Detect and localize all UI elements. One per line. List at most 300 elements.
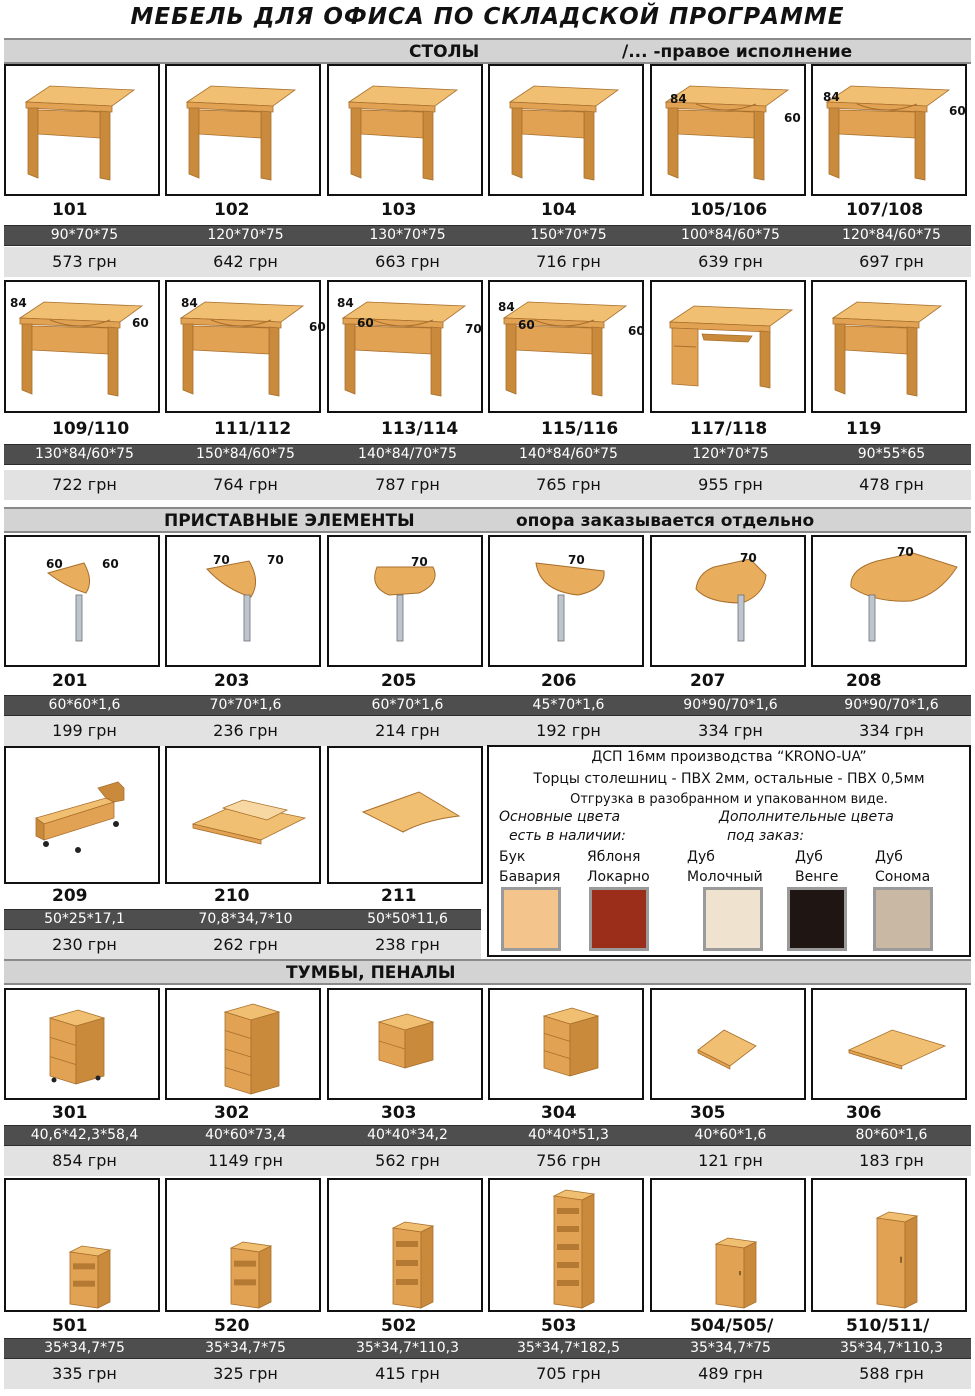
dimension-label: 70 xyxy=(740,551,757,565)
product-size: 40*40*51,3 xyxy=(528,1127,609,1143)
product-size: 140*84/70*75 xyxy=(358,446,457,462)
product-sizes-row xyxy=(4,695,971,716)
desk-illustration xyxy=(504,302,626,396)
product-image-102 xyxy=(165,64,321,196)
product-image-520 xyxy=(165,1178,321,1312)
product-size: 140*84/60*75 xyxy=(519,446,618,462)
product-drawing xyxy=(167,66,319,194)
product-drawing xyxy=(167,990,319,1098)
product-size: 40*60*1,6 xyxy=(694,1127,767,1143)
dimension-label: 84 xyxy=(670,92,687,106)
section-extensions-label: ПРИСТАВНЫЕ ЭЛЕМЕНТЫ xyxy=(164,511,415,531)
wheel xyxy=(96,1076,101,1081)
cabinet-illustration xyxy=(716,1238,756,1308)
product-drawing xyxy=(329,1180,481,1310)
product-price: 199 грн xyxy=(52,721,117,740)
product-image-303 xyxy=(327,988,483,1100)
product-size: 120*84/60*75 xyxy=(842,227,941,243)
product-size: 50*25*17,1 xyxy=(44,911,125,927)
color-name xyxy=(687,847,763,887)
info-edges: Торцы столешниц - ПВХ 2мм, остальные - ПВХ 0,5мм xyxy=(533,771,925,787)
product-codes-row xyxy=(4,419,971,441)
product-code: 104 xyxy=(541,200,577,220)
material-info-panel xyxy=(487,745,971,957)
pedestal-illustration xyxy=(379,1014,433,1068)
product-drawing xyxy=(329,748,481,882)
product-size: 40*60*73,4 xyxy=(205,1127,286,1143)
pedestal-front xyxy=(544,1016,570,1076)
product-price: 121 грн xyxy=(698,1151,763,1170)
product-image-503 xyxy=(488,1178,644,1312)
product-drawing xyxy=(652,282,804,411)
product-code: 205 xyxy=(381,671,417,691)
product-code: 211 xyxy=(381,886,417,906)
pedestal-side xyxy=(405,1022,433,1068)
dimension-label: 84 xyxy=(823,90,840,104)
color-swatch xyxy=(873,887,933,951)
section-tables-header xyxy=(4,38,971,64)
product-price: 335 грн xyxy=(52,1364,117,1383)
product-image-111-112 xyxy=(165,280,326,413)
desk-illustration xyxy=(833,302,941,396)
product-size: 60*60*1,6 xyxy=(48,697,121,713)
dimension-label: 60 xyxy=(309,320,326,334)
product-code: 503 xyxy=(541,1316,577,1336)
product-code: 111/112 xyxy=(214,419,292,439)
shelf-opening xyxy=(557,1226,579,1232)
support-leg xyxy=(76,595,82,641)
product-price: 756 грн xyxy=(536,1151,601,1170)
color-name-line2: Локарно xyxy=(587,869,650,885)
desk-leg-left xyxy=(829,108,839,178)
dimension-label: 60 xyxy=(784,111,801,125)
product-price: 642 грн xyxy=(213,252,278,271)
product-image-203 xyxy=(165,535,321,667)
product-drawing xyxy=(813,1180,965,1310)
product-price: 236 грн xyxy=(213,721,278,740)
product-image-205 xyxy=(327,535,483,667)
desk-modesty-panel xyxy=(361,110,423,138)
cabinet-side xyxy=(905,1216,917,1308)
wheel xyxy=(113,821,119,827)
product-price: 716 грн xyxy=(536,252,601,271)
product-size: 35*34,7*75 xyxy=(690,1340,771,1356)
product-sizes-row xyxy=(4,225,971,246)
keyboard-shelf xyxy=(702,334,752,342)
support-leg xyxy=(397,595,403,641)
extension-illustration xyxy=(48,563,90,641)
product-image-115-116 xyxy=(488,280,644,413)
product-codes-row xyxy=(4,1316,971,1338)
computer-desk-illustration xyxy=(670,306,792,388)
product-price: 1149 грн xyxy=(208,1151,283,1170)
cabinet-illustration xyxy=(554,1190,594,1308)
product-drawing xyxy=(6,66,158,194)
tabletop-extension xyxy=(851,553,957,601)
product-drawing xyxy=(813,990,965,1098)
color-name-line1: Дуб xyxy=(875,849,903,865)
product-drawing xyxy=(652,1180,804,1310)
desk-leg-right xyxy=(592,327,602,396)
product-size: 90*70*75 xyxy=(50,227,119,243)
product-price: 334 грн xyxy=(859,721,924,740)
dimension-label: 60 xyxy=(518,318,535,332)
product-size: 130*84/60*75 xyxy=(35,446,134,462)
product-image-302 xyxy=(165,988,321,1100)
desk-leg-right xyxy=(915,111,925,180)
product-image-104 xyxy=(488,64,644,196)
product-size: 35*34,7*182,5 xyxy=(516,1340,621,1356)
product-image-206 xyxy=(488,535,644,667)
shelf-opening xyxy=(396,1260,418,1266)
product-size: 35*34,7*110,3 xyxy=(355,1340,460,1356)
pedestal-illustration xyxy=(50,1010,104,1084)
product-code: 203 xyxy=(214,671,250,691)
desk-leg-left xyxy=(183,324,193,394)
product-drawing xyxy=(652,990,804,1098)
extension-illustration xyxy=(207,561,256,641)
product-size: 40,6*42,3*58,4 xyxy=(30,1127,139,1143)
product-prices-row xyxy=(4,470,971,500)
product-price: 478 грн xyxy=(859,475,924,494)
cabinet-side xyxy=(421,1226,433,1308)
desk-leg-left xyxy=(351,108,361,178)
product-size: 50*50*11,6 xyxy=(367,911,448,927)
color-name-line1: Бук xyxy=(499,849,526,865)
cabinet-front xyxy=(877,1218,905,1308)
product-image-301 xyxy=(4,988,160,1100)
product-sizes-row xyxy=(4,1125,971,1146)
product-code: 304 xyxy=(541,1103,577,1123)
support-leg xyxy=(244,595,250,641)
product-price: 697 грн xyxy=(859,252,924,271)
desk-leg-right xyxy=(269,327,279,396)
product-drawing xyxy=(329,66,481,194)
product-code: 501 xyxy=(52,1316,88,1336)
product-image-105-106 xyxy=(650,64,806,196)
desk-leg-left xyxy=(506,324,516,394)
product-image-211 xyxy=(327,746,483,884)
dimension-label: 60 xyxy=(628,324,645,338)
product-drawing xyxy=(490,1180,642,1310)
product-prices-row xyxy=(4,247,971,277)
extension-illustration xyxy=(851,553,957,641)
product-code: 208 xyxy=(846,671,882,691)
product-codes-row xyxy=(4,671,971,693)
dimension-label: 70 xyxy=(568,553,585,567)
product-code: 305 xyxy=(690,1103,726,1123)
desk-modesty-panel xyxy=(355,326,431,354)
product-size: 150*70*75 xyxy=(530,227,607,243)
info-shipping: Отгрузка в разобранном и упакованном виде. xyxy=(570,792,888,807)
product-image-306 xyxy=(811,988,967,1100)
product-price: 183 грн xyxy=(859,1151,924,1170)
product-prices-row xyxy=(4,716,971,746)
product-sizes-row xyxy=(4,444,971,465)
desk-modesty-panel xyxy=(845,326,907,354)
product-code: 102 xyxy=(214,200,250,220)
accessory-illustration xyxy=(36,782,124,853)
dimension-label: 84 xyxy=(498,300,515,314)
product-code: 119 xyxy=(846,419,882,439)
section-cabinets-label: ТУМБЫ, ПЕНАЛЫ xyxy=(286,963,456,983)
section-tables-note: /... -правое исполнение xyxy=(622,42,853,62)
product-size: 90*90/70*1,6 xyxy=(683,697,778,713)
desk-illustration xyxy=(26,86,134,180)
product-size: 130*70*75 xyxy=(369,227,446,243)
product-size: 35*34,7*110,3 xyxy=(839,1340,944,1356)
section-extensions-header xyxy=(4,507,971,533)
dimension-label: 70 xyxy=(897,545,914,559)
desk-illustration xyxy=(510,86,618,180)
product-price: 722 грн xyxy=(52,475,117,494)
color-name-line2: Молочный xyxy=(687,869,763,885)
product-price: 562 грн xyxy=(375,1151,440,1170)
product-code: 301 xyxy=(52,1103,88,1123)
product-size: 100*84/60*75 xyxy=(681,227,780,243)
main-colors-label: Основные цвета xyxy=(499,809,621,825)
desk-modesty-panel xyxy=(678,110,754,138)
product-drawing xyxy=(813,537,965,665)
product-code: 504/505/ xyxy=(690,1316,774,1336)
product-image-209 xyxy=(4,746,160,884)
dimension-label: 60 xyxy=(102,557,119,571)
product-image-103 xyxy=(327,64,483,196)
cabinet-side xyxy=(582,1194,594,1308)
product-size: 35*34,7*75 xyxy=(44,1340,125,1356)
to-order-label: под заказ: xyxy=(727,828,805,844)
desk-illustration xyxy=(349,86,457,180)
product-image-207 xyxy=(650,535,806,667)
product-size: 45*70*1,6 xyxy=(532,697,605,713)
shelf-opening xyxy=(396,1279,418,1285)
desk-leg-right xyxy=(584,111,594,180)
color-name-line2: Венге xyxy=(795,869,839,885)
product-size: 150*84/60*75 xyxy=(196,446,295,462)
wheel xyxy=(52,1078,57,1083)
product-price: 955 грн xyxy=(698,475,763,494)
product-drawing xyxy=(6,990,158,1098)
product-size: 120*70*75 xyxy=(207,227,284,243)
product-code: 101 xyxy=(52,200,88,220)
desk-leg-right xyxy=(108,327,118,396)
product-image-504-505- xyxy=(650,1178,806,1312)
cabinet-front xyxy=(70,1252,98,1308)
pedestal-side xyxy=(251,1012,279,1094)
product-price: 663 грн xyxy=(375,252,440,271)
product-code: 107/108 xyxy=(846,200,924,220)
support-leg xyxy=(869,595,875,641)
product-drawing xyxy=(329,990,481,1098)
product-image-117-118 xyxy=(650,280,806,413)
desk-pedestal xyxy=(672,328,698,386)
product-prices-row xyxy=(4,930,481,960)
product-code: 209 xyxy=(52,886,88,906)
section-tables-label: СТОЛЫ xyxy=(409,42,480,62)
color-name xyxy=(795,847,838,887)
color-name xyxy=(499,847,560,887)
product-code: 103 xyxy=(381,200,417,220)
cabinet-front xyxy=(393,1228,421,1308)
shelf-opening xyxy=(557,1262,579,1268)
extension-illustration xyxy=(375,567,435,641)
pedestal-front xyxy=(50,1018,76,1084)
page-title: МЕБЕЛЬ ДЛЯ ОФИСА ПО СКЛАДСКОЙ ПРОГРАММЕ xyxy=(130,4,845,30)
product-price: 764 грн xyxy=(213,475,278,494)
section-extensions-note: опора заказывается отдельно xyxy=(516,511,815,531)
desk-leg-left xyxy=(189,108,199,178)
color-name-line1: Дуб xyxy=(795,849,823,865)
product-price: 705 грн xyxy=(536,1364,601,1383)
shelf-opening xyxy=(396,1241,418,1247)
product-code: 303 xyxy=(381,1103,417,1123)
extension-illustration xyxy=(696,559,766,641)
color-name-line2: Сонома xyxy=(875,869,931,885)
color-name-line1: Дуб xyxy=(687,849,715,865)
product-drawing xyxy=(167,537,319,665)
product-price: 415 грн xyxy=(375,1364,440,1383)
desk-modesty-panel xyxy=(522,110,584,138)
product-size: 90*55*65 xyxy=(857,446,926,462)
product-price: 262 грн xyxy=(213,935,278,954)
product-code: 210 xyxy=(214,886,250,906)
shelf-opening xyxy=(234,1261,256,1267)
support-leg xyxy=(738,595,744,641)
product-image-501 xyxy=(4,1178,160,1312)
product-code: 115/116 xyxy=(541,419,619,439)
cabinet-front xyxy=(231,1248,259,1308)
desk-leg-left xyxy=(668,108,678,178)
cabinet-illustration xyxy=(393,1222,433,1308)
cabinet-illustration xyxy=(70,1246,110,1308)
product-image-109-110 xyxy=(4,280,160,413)
product-image-119 xyxy=(811,280,967,413)
product-size: 120*70*75 xyxy=(692,446,769,462)
dimension-label: 84 xyxy=(181,296,198,310)
product-image-208 xyxy=(811,535,967,667)
info-material: ДСП 16мм производства “KRONO-UA” xyxy=(591,749,867,765)
product-image-304 xyxy=(488,988,644,1100)
tabletop-extension xyxy=(375,567,435,595)
product-price: 230 грн xyxy=(52,935,117,954)
pedestal-illustration xyxy=(698,1030,756,1069)
product-price: 238 грн xyxy=(375,935,440,954)
product-drawing xyxy=(6,1180,158,1310)
pedestal-side xyxy=(570,1016,598,1076)
desk-modesty-panel xyxy=(38,110,100,138)
extra-colors-label: Дополнительные цвета xyxy=(719,809,894,825)
product-price: 573 грн xyxy=(52,252,117,271)
desk-modesty-panel xyxy=(32,326,108,354)
accessory-illustration xyxy=(363,792,459,832)
dimension-label: 60 xyxy=(357,316,374,330)
product-image-305 xyxy=(650,988,806,1100)
product-code: 206 xyxy=(541,671,577,691)
tabletop-extension xyxy=(696,559,766,603)
product-drawing xyxy=(490,66,642,194)
desk-leg-right xyxy=(261,111,271,180)
product-code: 302 xyxy=(214,1103,250,1123)
product-image-510-511- xyxy=(811,1178,967,1312)
pedestal-illustration xyxy=(544,1008,598,1076)
dimension-label: 84 xyxy=(10,296,27,310)
product-code: 201 xyxy=(52,671,88,691)
product-code: 520 xyxy=(214,1316,250,1336)
product-drawing xyxy=(167,748,319,882)
desk-leg-right xyxy=(907,327,917,396)
dimension-label: 84 xyxy=(337,296,354,310)
product-price: 325 грн xyxy=(213,1364,278,1383)
pedestal-illustration xyxy=(225,1004,279,1094)
product-price: 334 грн xyxy=(698,721,763,740)
product-image-210 xyxy=(165,746,321,884)
product-price: 192 грн xyxy=(536,721,601,740)
cabinet-illustration xyxy=(877,1212,917,1308)
product-drawing xyxy=(6,748,158,882)
cabinet-side xyxy=(259,1246,271,1308)
panel-top xyxy=(849,1030,945,1066)
product-size: 60*70*1,6 xyxy=(371,697,444,713)
product-image-107-108 xyxy=(811,64,967,196)
panel-top xyxy=(698,1030,756,1066)
product-code: 117/118 xyxy=(690,419,768,439)
desk-leg-left xyxy=(28,108,38,178)
desk-leg-left xyxy=(345,324,355,394)
cabinet-illustration xyxy=(231,1242,271,1308)
product-code: 105/106 xyxy=(690,200,768,220)
desk-modesty-panel xyxy=(839,110,915,138)
desk-leg-right xyxy=(760,331,770,388)
product-drawing xyxy=(6,537,158,665)
product-price: 588 грн xyxy=(859,1364,924,1383)
product-drawing xyxy=(813,282,965,411)
support-leg xyxy=(558,595,564,641)
product-drawing xyxy=(6,282,158,411)
product-image-201 xyxy=(4,535,160,667)
product-price: 489 грн xyxy=(698,1364,763,1383)
shelf-opening xyxy=(557,1244,579,1250)
product-sizes-row xyxy=(4,1338,971,1359)
pedestal-illustration xyxy=(849,1030,945,1069)
product-price: 787 грн xyxy=(375,475,440,494)
product-code: 109/110 xyxy=(52,419,130,439)
product-size: 80*60*1,6 xyxy=(855,1127,928,1143)
product-codes-row xyxy=(4,200,971,222)
desk-leg-left xyxy=(512,108,522,178)
shelf-opening xyxy=(73,1281,95,1287)
desk-illustration xyxy=(181,302,303,396)
product-drawing xyxy=(490,537,642,665)
extension-illustration xyxy=(536,563,604,641)
cabinet-side xyxy=(744,1242,756,1308)
desk-leg-right xyxy=(431,327,441,396)
wheel xyxy=(43,841,49,847)
desk-modesty-panel xyxy=(193,326,269,354)
desk-illustration xyxy=(20,302,142,396)
desk-leg-right xyxy=(100,111,110,180)
product-price: 214 грн xyxy=(375,721,440,740)
color-name-line1: Яблоня xyxy=(587,849,641,865)
color-name xyxy=(587,847,650,887)
product-code: 306 xyxy=(846,1103,882,1123)
product-drawing xyxy=(490,990,642,1098)
product-code: 510/511/ xyxy=(846,1316,930,1336)
product-drawing xyxy=(652,537,804,665)
product-code: 207 xyxy=(690,671,726,691)
pedestal-side xyxy=(76,1018,104,1084)
wheel xyxy=(75,847,81,853)
product-size: 40*40*34,2 xyxy=(367,1127,448,1143)
